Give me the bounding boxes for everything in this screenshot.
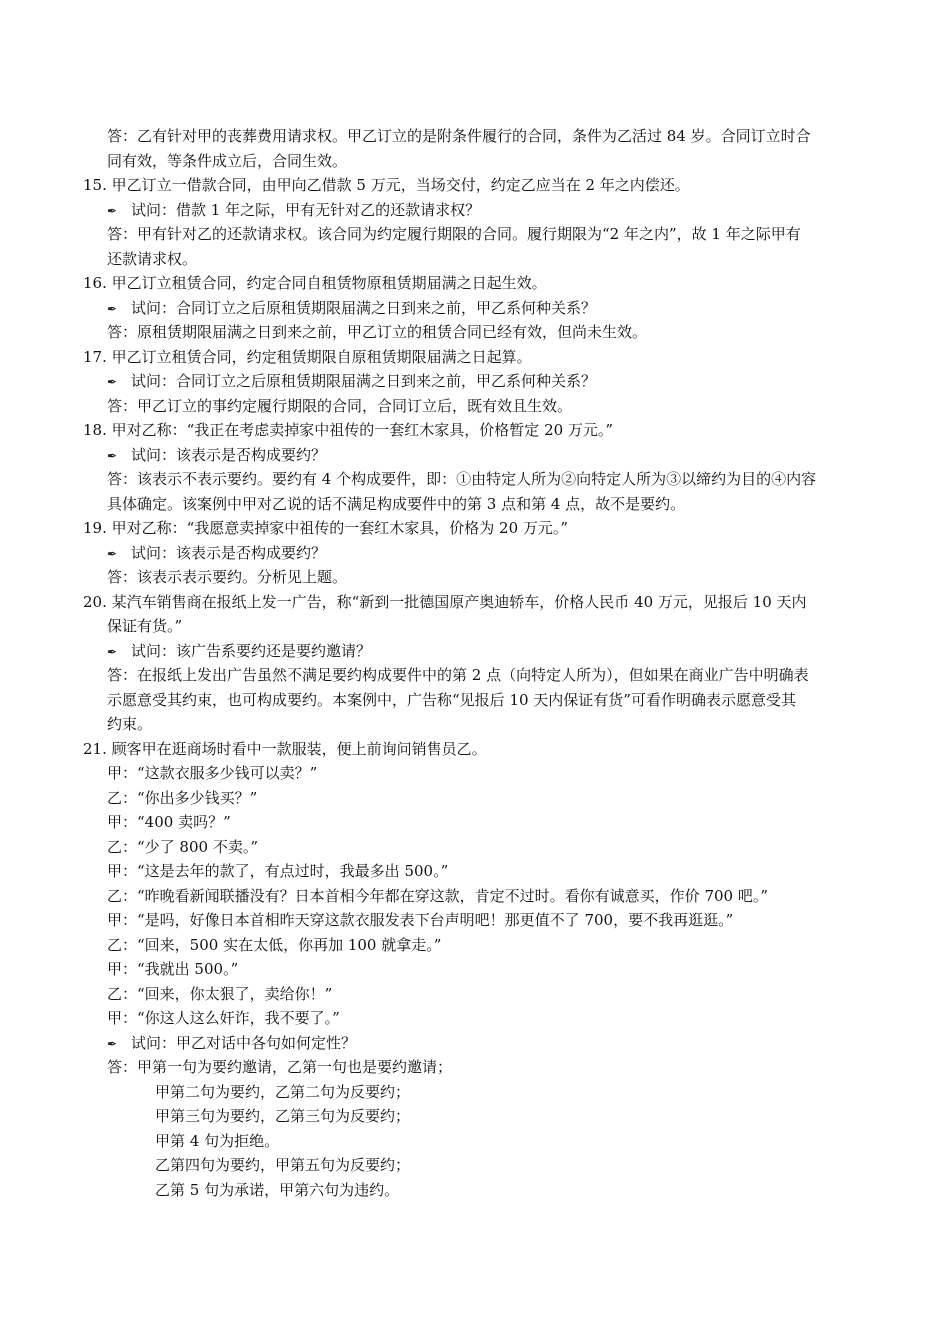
pen-nib-icon: ✒	[107, 448, 118, 463]
line-text: 试问：该广告系要约还是要约邀请？	[131, 641, 372, 660]
line-text: 答：在报纸上发出广告虽然不满足要约构成要件中的第 2 点（向特定人所为），但如果在商业广告中明确表	[107, 666, 809, 684]
case-heading-line	[83, 590, 873, 615]
line-text: 甲：“这款衣服多少钱可以卖？”	[107, 764, 318, 782]
line-text: 答：甲乙订立的事约定履行期限的合同，合同订立后，既有效且生效。	[107, 396, 573, 415]
line-text: 19. 甲对乙称：“我愿意卖掉家中祖传的一套红木家具，价格为 20 万元。”	[83, 519, 569, 537]
text-line	[83, 982, 873, 1007]
text-line	[83, 761, 873, 786]
text-line	[83, 810, 873, 835]
text-line	[83, 1178, 873, 1203]
line-text: 答：该表示表示要约。分析见上题。	[107, 568, 348, 586]
question-line	[83, 541, 873, 566]
case-heading-line	[83, 516, 873, 541]
case-heading-line	[83, 271, 873, 296]
line-text: 保证有货。”	[107, 617, 183, 635]
line-text: 答：甲第一句为要约邀请，乙第一句也是要约邀请；	[107, 1058, 453, 1076]
line-text: 甲：“这是去年的款了，有点过时，我最多出 500。”	[107, 862, 449, 880]
text-line	[83, 835, 873, 860]
text-line	[83, 1104, 873, 1129]
line-text: 试问：甲乙对话中各句如何定性？	[131, 1033, 357, 1052]
text-line	[83, 124, 873, 149]
question-line	[83, 296, 873, 321]
line-text: 示愿意受其约束，也可构成要约。本案例中，广告称“见报后 10 天内保证有货”可看作明确表示愿意受其	[107, 690, 796, 709]
line-text: 试问：该表示是否构成要约？	[131, 445, 327, 464]
text-line	[83, 1153, 873, 1178]
question-line	[83, 369, 873, 394]
text-line	[83, 1006, 873, 1031]
line-text: 17. 甲乙订立租赁合同，约定租赁期限自原租赁期限届满之日起算。	[83, 347, 532, 366]
text-line	[83, 688, 873, 713]
pen-nib-icon: ✒	[107, 546, 118, 561]
question-line	[83, 1031, 873, 1056]
line-text: 16. 甲乙订立租赁合同，约定合同自租赁物原租赁期届满之日起生效。	[83, 274, 547, 292]
line-text: 甲：“我就出 500。”	[107, 960, 239, 978]
pen-nib-icon: ✒	[107, 301, 118, 316]
line-text: 具体确定。该案例中甲对乙说的话不满足构成要件中的第 3 点和第 4 点，故不是要约。	[107, 494, 686, 513]
line-text: 20. 某汽车销售商在报纸上发一广告，称“新到一批德国原产奥迪轿车，价格人民币 40 万元，见报后 10 天内	[83, 592, 807, 611]
pen-nib-icon: ✒	[107, 644, 118, 659]
document-body	[83, 124, 873, 1202]
text-line	[83, 908, 873, 933]
line-text: 乙：“回来，你太狠了，卖给你！”	[107, 984, 333, 1003]
pen-nib-icon: ✒	[107, 203, 118, 218]
line-text: 乙第四句为要约，甲第五句为反要约；	[155, 1156, 411, 1174]
text-line	[83, 565, 873, 590]
text-line	[83, 663, 873, 688]
line-text: 乙：“你出多少钱买？”	[107, 788, 258, 807]
line-text: 乙第 5 句为承诺，甲第六句为违约。	[155, 1180, 400, 1199]
question-line	[83, 443, 873, 468]
case-heading-line	[83, 418, 873, 443]
line-text: 同有效，等条件成立后，合同生效。	[107, 151, 348, 170]
line-text: 试问：该表示是否构成要约？	[131, 543, 327, 562]
case-heading-line	[83, 345, 873, 370]
case-heading-line	[83, 737, 873, 762]
text-line	[83, 1055, 873, 1080]
text-line	[83, 957, 873, 982]
text-line	[83, 492, 873, 517]
text-line	[83, 712, 873, 737]
line-text: 甲：“你这人这么奸诈，我不要了。”	[107, 1009, 340, 1027]
text-line	[83, 394, 873, 419]
text-line	[83, 1080, 873, 1105]
line-text: 15. 甲乙订立一借款合同，由甲向乙借款 5 万元，当场交付，约定乙应当在 2 年之内偿还。	[83, 176, 690, 194]
line-text: 试问：借款 1 年之际，甲有无针对乙的还款请求权？	[131, 200, 481, 219]
text-line	[83, 884, 873, 909]
text-line	[83, 614, 873, 639]
text-line	[83, 467, 873, 492]
text-line	[83, 320, 873, 345]
line-text: 18. 甲对乙称：“我正在考虑卖掉家中祖传的一套红木家具，价格暂定 20 万元。”	[83, 421, 614, 439]
line-text: 乙：“回来，500 实在太低，你再加 100 就拿走。”	[107, 935, 442, 954]
line-text: 21. 顾客甲在逛商场时看中一款服装，便上前询问销售员乙。	[83, 739, 487, 758]
line-text: 还款请求权。	[107, 249, 198, 268]
line-text: 甲：“是吗，好像日本首相昨天穿这款衣服发表下台声明吧！那更值不了 700，要不我再逛逛。”	[107, 911, 734, 929]
text-line	[83, 149, 873, 174]
text-line	[83, 859, 873, 884]
line-text: 甲第 4 句为拒绝。	[155, 1131, 280, 1150]
line-text: 答：原租赁期限届满之日到来之前，甲乙订立的租赁合同已经有效，但尚未生效。	[107, 323, 648, 341]
pen-nib-icon: ✒	[107, 1036, 118, 1051]
question-line	[83, 198, 873, 223]
line-text: 试问：合同订立之后原租赁期限届满之日到来之前，甲乙系何种关系？	[131, 298, 597, 317]
case-heading-line	[83, 173, 873, 198]
line-text: 甲第二句为要约，乙第二句为反要约；	[155, 1082, 411, 1101]
text-line	[83, 933, 873, 958]
pen-nib-icon: ✒	[107, 375, 118, 389]
line-text: 试问：合同订立之后原租赁期限届满之日到来之前，甲乙系何种关系？	[131, 372, 597, 390]
line-text: 甲第三句为要约，乙第三句为反要约；	[155, 1107, 411, 1125]
text-line	[83, 1129, 873, 1154]
line-text: 答：甲有针对乙的还款请求权。该合同为约定履行期限的合同。履行期限为“2 年之内”，故 1 年之际甲有	[107, 225, 801, 243]
text-line	[83, 786, 873, 811]
line-text: 约束。	[107, 715, 153, 733]
question-line	[83, 639, 873, 664]
line-text: 乙：“昨晚看新闻联播没有？日本首相今年都在穿这款，肯定不过时。看你有诚意买，作价 700 吧。”	[107, 886, 769, 905]
text-line	[83, 222, 873, 247]
line-text: 乙：“少了 800 不卖。”	[107, 837, 259, 856]
text-line	[83, 247, 873, 272]
line-text: 答：乙有针对甲的丧葬费用请求权。甲乙订立的是附条件履行的合同，条件为乙活过 84 岁。合同订立时合	[107, 127, 811, 145]
line-text: 甲：“400 卖吗？”	[107, 813, 231, 831]
line-text: 答：该表示不表示要约。要约有 4 个构成要件，即：①由特定人所为②向特定人所为③以缔约为目的④内容	[107, 470, 817, 488]
